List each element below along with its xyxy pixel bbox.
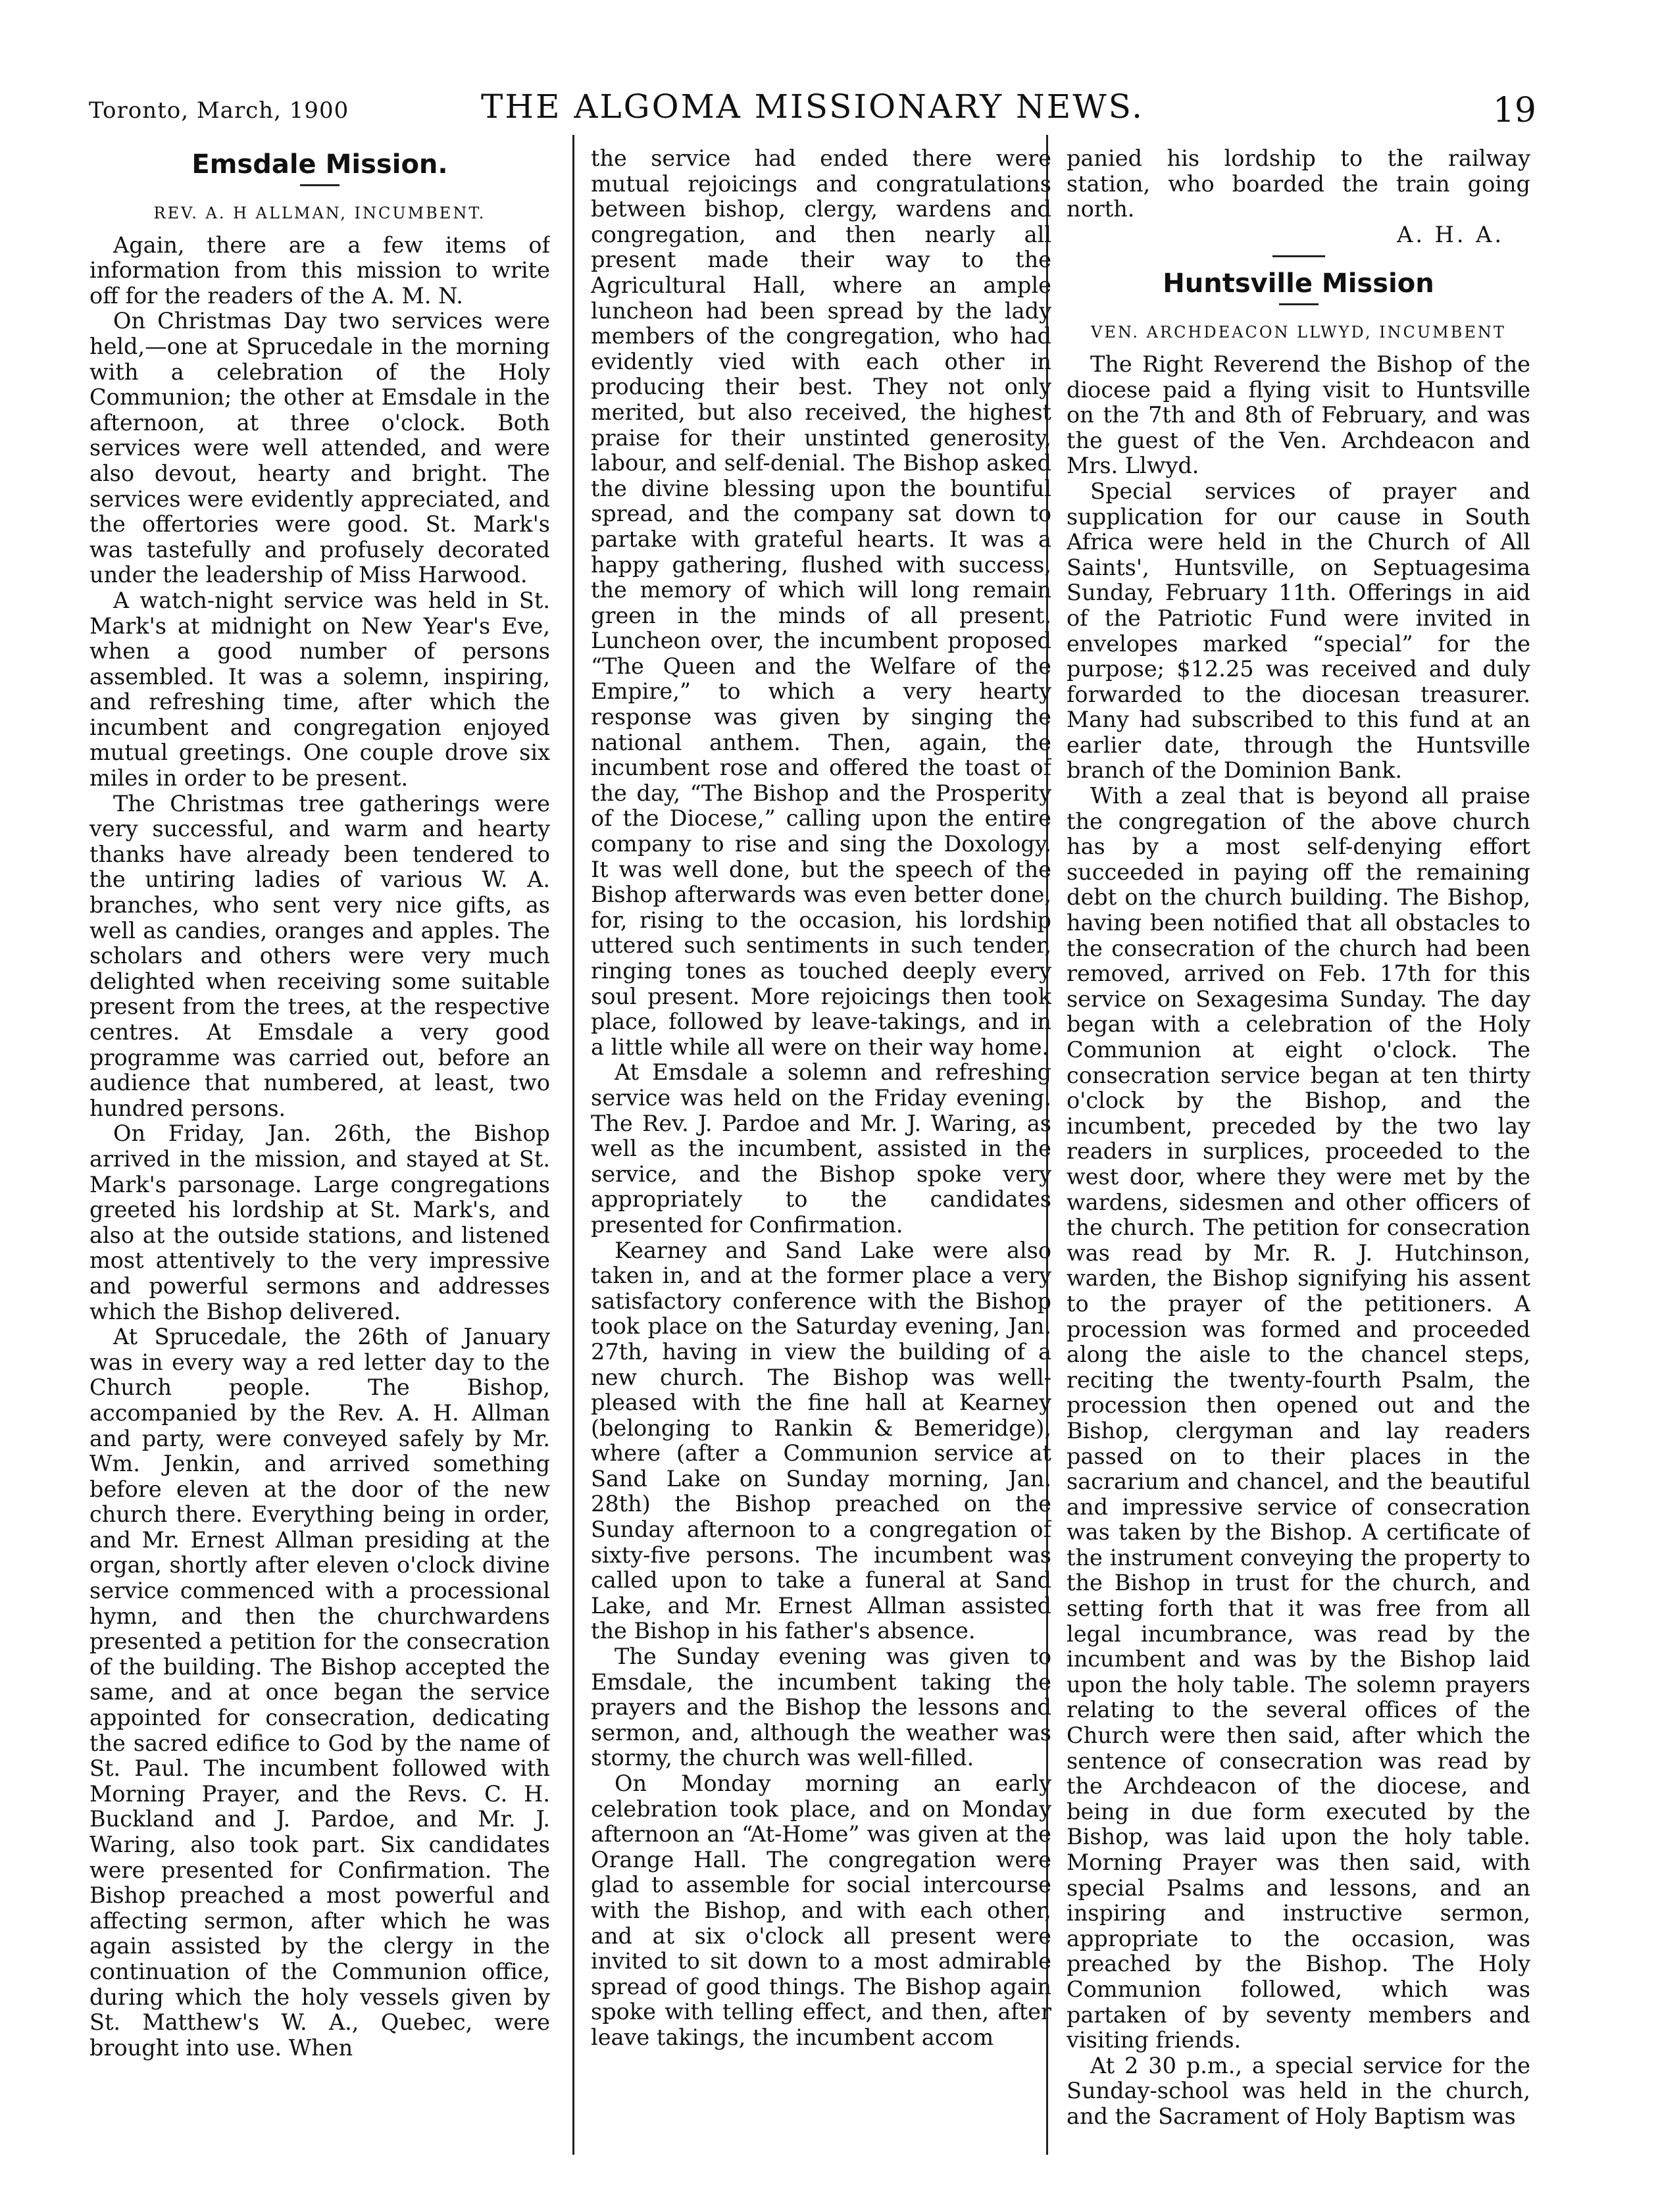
page-number: 19	[1492, 91, 1536, 130]
column-3	[1067, 146, 1530, 2146]
paragraph: The Right Reverend the Bishop of the diocese paid a flying visit to Huntsville on the 7th and 8th of February, and was the guest of the Ven. Archdeacon and Mrs. Llwyd.	[1067, 351, 1530, 479]
dateline: Toronto, March, 1900	[89, 97, 349, 124]
section-divider	[1272, 255, 1325, 257]
paragraph: The Sunday evening was given to Emsdale, the incumbent taking the prayers and the Bishop the lessons and sermon, and, although the weather was stormy, the church was well-filled.	[591, 1644, 1051, 1771]
column-1	[89, 146, 550, 2146]
column-divider	[572, 135, 574, 2155]
paragraph: Again, there are a few items of information from this mission to write off for the readers of the A. M. N.	[89, 232, 550, 309]
paragraph: At 2 30 p.m., a special service for the Sunday-school was held in the church, and the Sacrament of Holy Baptism was	[1067, 2052, 1530, 2129]
paragraph: A watch-night service was held in St. Mark's at midnight on New Year's Eve, when a good number of persons assembled. It was a solemn, inspiring, and refreshing time, after which the incumbent and congregation enjoyed mutual greetings. One couple drove six miles in order to be present.	[89, 587, 550, 792]
paragraph: The Christmas tree gatherings were very successful, and warm and hearty thanks have already been tendered to the untiring ladies of various W. A. branches, who sent very nice gifts, as well as candies, oranges and apples. The scholars and others were very much delighted when receiving some suitable present from the trees, at the respective centres. At Emsdale a very good programme was carried out, before an audience that numbered, at least, two hundred persons.	[89, 790, 550, 1121]
paragraph: the service had ended there were mutual rejoicings and congratulations between bishop, clergy, wardens and congregation, and then nearly all present made their way to the Agricultural Hall, where an ample luncheon had been spread by the lady members of the congregation, who had evidently vied with each other in producing their best. They not only merited, but also received, the highest praise for their unstinted generosity, labour, and self-denial. The Bishop asked the divine blessing upon the bountiful spread, and the company sat down to partake with grateful hearts. It was a happy gathering, flushed with success, the memory of which will long remain green in the minds of all present. Luncheon over, the incumbent proposed “The Queen and the Welfare of the Empire,” to which a very hearty response was given by singing the national anthem. Then, again, the incumbent rose and offered the toast of the day, “The Bishop and the Prosperity of the Diocese,” calling upon the entire company to rise and sing the Doxology. It was well done, but the speech of the Bishop afterwards was even better done, for, rising to the occasion, his lordship uttered such sentiments in such tender, ringing tones as touched deeply every soul present. More rejoicings then took place, followed by leave-takings, and in a little while all were on their way home.	[591, 146, 1051, 1060]
page-header	[89, 84, 1536, 130]
paragraph: Kearney and Sand Lake were also taken in, and at the former place a very satisfactory conference with the Bishop took place on the Saturday evening, Jan. 27th, having in view the building of a new church. The Bishop was well-pleased with the fine hall at Kearney (belonging to Rankin & Bemeridge), where (after a Communion service at Sand Lake on Sunday morning, Jan. 28th) the Bishop preached on the Sunday afternoon to a congregation of sixty-five persons. The incumbent was called upon to take a funeral at Sand Lake, and Mr. Ernest Allman assisted the Bishop in his father's absence.	[591, 1237, 1051, 1644]
paragraph: With a zeal that is beyond all praise the congregation of the above church has by a most self-denying effort succeeded in paying off the remaining debt on the church building. The Bishop, having been notified that all obstacles to the consecration of the church had been removed, arrived on Feb. 17th for this service on Sexagesima Sunday. The day began with a celebration of the Holy Communion at eight o'clock. The consecration service began at ten thirty o'clock by the Bishop, and the incumbent, preceded by the two lay readers in surplices, proceeded to the west door, where they were met by the wardens, sidesmen and other officers of the church. The petition for consecration was read by Mr. R. J. Hutchinson, warden, the Bishop signifying his assent to the prayer of the petitioners. A procession was formed and proceeded along the aisle to the chancel steps, reciting the twenty-fourth Psalm, the procession then opened out and the Bishop, clergyman and lay readers passed on to their places in the sacrarium and chancel, and the beautiful and impressive service of consecration was taken by the Bishop. A certificate of the instrument conveying the property to the Bishop in trust for the church, and setting forth that it was free from all legal incumbrance, was read by the incumbent and was by the Bishop laid upon the holy table. The solemn prayers relating to the several offices of the Church were then said, after which the sentence of consecration was read by the Archdeacon of the diocese, and being in due form executed by the Bishop, was laid upon the holy table. Morning Prayer was then said, with special Psalms and lessons, and an inspiring and instructive sermon, appropriate to the occasion, was preached by the Bishop. The Holy Communion followed, which was partaken of by seventy members and visiting friends.	[1067, 783, 1530, 2053]
paragraph: On Monday morning an early celebration took place, and on Monday afternoon an “At-Home” was given at the Orange Hall. The congregation were glad to assemble for social intercourse with the Bishop, and with each other, and at six o'clock all present were invited to sit down to a most admirable spread of good things. The Bishop again spoke with telling effect, and then, after leave takings, the incumbent accom	[591, 1771, 1051, 2050]
paragraph: Special services of prayer and supplication for our cause in South Africa were held in the Church of All Saints', Huntsville, on Septuagesima Sunday, February 11th. Offerings in aid of the Patriotic Fund were invited in envelopes marked “special” for the purpose; $12.25 was received and duly forwarded to the diocesan treasurer. Many had subscribed to this fund at an earlier date, through the Huntsville branch of the Dominion Bank.	[1067, 478, 1530, 784]
emsdale-byline: REV. A. H ALLMAN, INCUMBENT.	[153, 204, 486, 222]
signature: A. H. A.	[1397, 221, 1504, 247]
masthead: THE ALGOMA MISSIONARY NEWS.	[481, 88, 1144, 126]
paragraph: At Emsdale a solemn and refreshing service was held on the Friday evening. The Rev. J. Pardoe and Mr. J. Waring, as well as the incumbent, assisted in the service, and the Bishop spoke very appropriately to the candidates presented for Confirmation.	[591, 1059, 1051, 1238]
column-2	[591, 146, 1051, 2146]
huntsville-title: Huntsville Mission	[1163, 268, 1434, 299]
paragraph: panied his lordship to the railway station, who boarded the train going north.	[1067, 146, 1530, 222]
title-dash	[1279, 303, 1319, 305]
paragraph: On Friday, Jan. 26th, the Bishop arrived in the mission, and stayed at St. Mark's parsonage. Large congregations greeted his lordship at St. Mark's, and also at the outside stations, and listened most attentively to the very impressive and powerful sermons and addresses which the Bishop delivered.	[89, 1120, 550, 1324]
emsdale-title: Emsdale Mission.	[191, 149, 448, 180]
title-dash	[300, 184, 340, 186]
huntsville-byline: VEN. ARCHDEACON LLWYD, INCUMBENT	[1091, 323, 1506, 342]
paragraph: On Christmas Day two services were held,—one at Sprucedale in the morning with a celebration of the Holy Communion; the other at Emsdale in the afternoon, at three o'clock. Both services were well attended, and were also devout, hearty and bright. The services were evidently appreciated, and the offertories were good. St. Mark's was tastefully and profusely decorated under the leadership of Miss Harwood.	[89, 308, 550, 588]
paragraph: At Sprucedale, the 26th of January was in every way a red letter day to the Church people. The Bishop, accompanied by the Rev. A. H. Allman and party, were conveyed safely by Mr. Wm. Jenkin, and arrived something before eleven at the door of the new church there. Everything being in order, and Mr. Ernest Allman presiding at the organ, shortly after eleven o'clock divine service commenced with a processional hymn, and then the churchwardens presented a petition for the consecration of the building. The Bishop accepted the same, and at once began the service appointed for consecration, dedicating the sacred edifice to God by the name of St. Paul. The incumbent followed with Morning Prayer, and the Revs. C. H. Buckland and J. Pardoe, and Mr. J. Waring, also took part. Six candidates were presented for Confirmation. The Bishop preached a most powerful and affecting sermon, after which he was again assisted by the clergy in the continuation of the Communion office, during which the holy vessels given by St. Matthew's W. A., Quebec, were brought into use. When	[89, 1324, 550, 2061]
